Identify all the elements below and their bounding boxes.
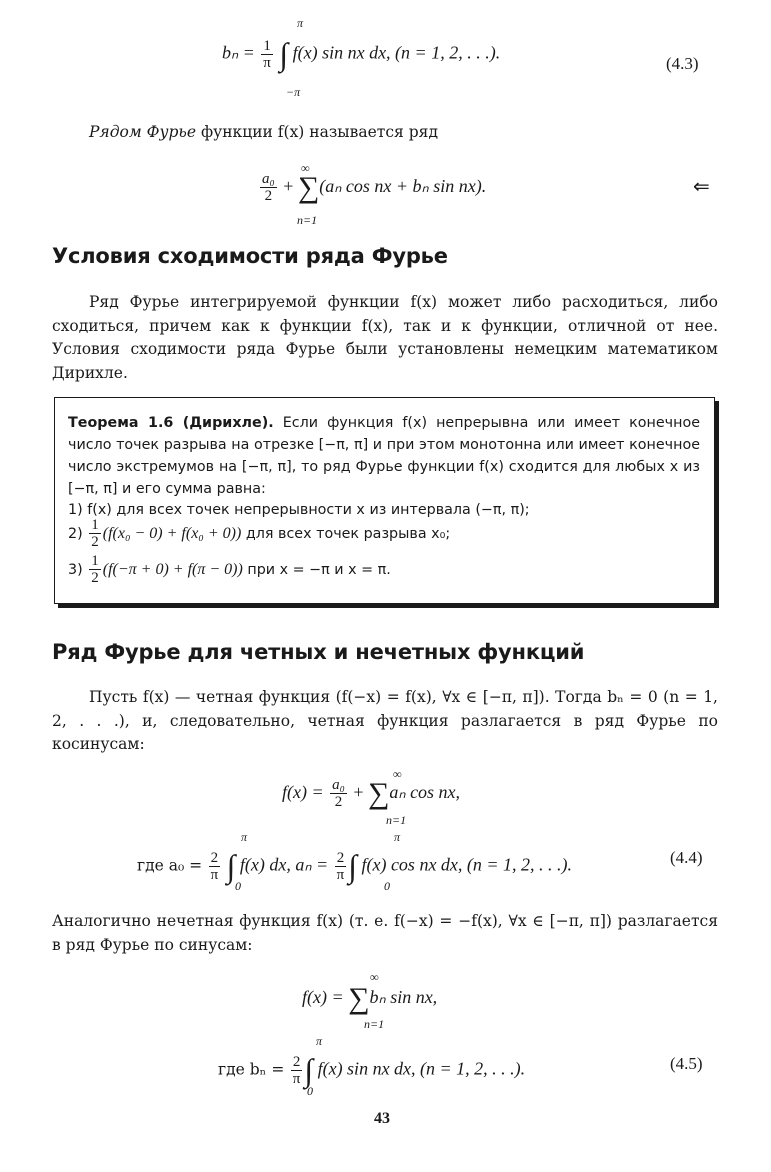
page-number: 43 bbox=[374, 1110, 390, 1127]
sum-lower-limit: n=1 bbox=[297, 213, 318, 227]
theorem-text: Если функция f(x) непрерывна или имеет конечное число точек разрыва на отрезке [−π, π] и при этом монотонна или имеет конечное число экстремумов на [−π, π], то ряд Фурье функции f(x) сходится для любых x из [−π, π] и его сумма равна: bbox=[68, 415, 700, 497]
plus-sign: + bbox=[283, 176, 294, 197]
equation-integrand: f(x) sin nx dx, (n = 1, 2, . . .). bbox=[292, 42, 501, 63]
fraction: $\frac{2}{\pi}$ bbox=[292, 1053, 301, 1087]
sin-series-body bbox=[302, 982, 437, 1016]
theorem-title: Теорема 1.6 (Дирихле). bbox=[68, 415, 274, 431]
series-intro bbox=[89, 120, 438, 144]
item-text: при x = −π и x = π. bbox=[242, 562, 391, 578]
equation-lhs: bₙ = bbox=[222, 42, 255, 63]
equation-number: (4.4) bbox=[670, 848, 703, 867]
equation-prefix: где bₙ = bbox=[218, 1060, 285, 1079]
fraction: $\frac{2}{\pi}$ bbox=[210, 849, 219, 883]
sum-symbol: ∑ bbox=[297, 171, 320, 204]
series-formula-body bbox=[258, 171, 486, 205]
item-label: 2) bbox=[68, 526, 83, 542]
integral-lower-limit: −π bbox=[286, 85, 301, 99]
equation-lhs: f(x) = bbox=[302, 987, 344, 1008]
section-even-paragraph: Пусть f(x) — четная функция (f(−x) = f(x), ∀x ∈ [−π, π]). Тогда bₙ = 0 (n = 1, 2, . . .), и, следовательно, четная функция разлагается в ряд Фурье по косинусам: bbox=[52, 688, 718, 753]
theorem-statement bbox=[68, 412, 700, 500]
item-label: 3) bbox=[68, 562, 83, 578]
theorem-item-1: 1) f(x) для всех точек непрерывности x из интервала (−π, π); bbox=[68, 502, 530, 518]
sum-symbol: ∑ bbox=[368, 777, 390, 810]
integral-symbol: ∫ bbox=[226, 848, 236, 884]
integral-upper-limit: π bbox=[394, 830, 401, 844]
series-intro-text: функции f(x) называется ряд bbox=[196, 123, 438, 141]
integral-lower-limit: 0 bbox=[235, 879, 241, 893]
sum-upper-limit: ∞ bbox=[301, 161, 310, 175]
fraction: $\frac{1}{\pi}$ bbox=[263, 37, 271, 71]
section-convergence-paragraph: Ряд Фурье интегрируемой функции f(x) может либо расходиться, либо сходиться, причем как к функции f(x), так и к функции, отличной от нее. Условия сходимости ряда Фурье были установлены немецким математиком Дирихле. bbox=[52, 293, 718, 382]
sum-upper-limit: ∞ bbox=[370, 970, 379, 984]
item-text: для всех точек разрыва x₀; bbox=[241, 526, 451, 542]
series-summand: aₙ cos nx, bbox=[389, 782, 461, 803]
series-summand: bₙ sin nx, bbox=[369, 987, 438, 1008]
integral-upper-limit: π bbox=[316, 1034, 323, 1048]
theorem-item-2 bbox=[68, 518, 700, 550]
equation-lhs: f(x) = bbox=[282, 782, 324, 803]
integral-lower-limit: 0 bbox=[384, 879, 390, 893]
section-heading-convergence: Условия сходимости ряда Фурье bbox=[52, 244, 448, 268]
series-summand: (aₙ cos nx + bₙ sin nx). bbox=[319, 176, 487, 197]
equation-4-4-body bbox=[137, 848, 572, 885]
integral-upper-limit: π bbox=[241, 830, 248, 844]
integral-symbol: ∫ bbox=[304, 1052, 314, 1088]
end-of-proof-arrow-icon: ⇐ bbox=[693, 174, 710, 198]
integral-symbol: ∫ bbox=[279, 36, 289, 72]
equation-prefix: где a₀ = bbox=[137, 856, 203, 875]
theorem-item-3 bbox=[68, 554, 700, 586]
sum-lower-limit: n=1 bbox=[386, 813, 407, 827]
equation-number: (4.3) bbox=[666, 54, 699, 73]
equation-4-3-body bbox=[222, 36, 500, 73]
section-odd-paragraph: Аналогично нечетная функция f(x) (т. е. f(−x) = −f(x), ∀x ∈ [−π, π]) разлагается в ряд Фурье по синусам: bbox=[52, 912, 718, 954]
fraction: $\frac{2}{\pi}$ bbox=[336, 849, 345, 883]
fraction: $\frac{\text{a₀}}{2}$ bbox=[262, 171, 275, 204]
fraction-one-half: $\frac{1}{2}$ bbox=[91, 517, 99, 550]
sum-lower-limit: n=1 bbox=[364, 1017, 385, 1031]
term-fourier-series: Рядом Фурье bbox=[89, 123, 197, 141]
integral-lower-limit: 0 bbox=[307, 1084, 313, 1098]
plus-sign: + bbox=[353, 782, 364, 803]
equation-number: (4.5) bbox=[670, 1054, 703, 1073]
sum-upper-limit: ∞ bbox=[393, 767, 402, 781]
fraction-one-half: $\frac{1}{2}$ bbox=[91, 553, 99, 586]
equation-part: f(x) cos nx dx, (n = 1, 2, . . .). bbox=[361, 854, 573, 875]
integral-symbol: ∫ bbox=[348, 848, 357, 884]
sum-symbol: ∑ bbox=[348, 982, 370, 1015]
item-expression: (f(x₀ − 0) + f(x₀ + 0)) bbox=[102, 525, 242, 542]
equation-4-5-body bbox=[218, 1052, 525, 1089]
item-expression: (f(−π + 0) + f(π − 0)) bbox=[102, 561, 243, 578]
fraction: $\frac{\text{a₀}}{2}$ bbox=[332, 777, 345, 810]
equation-part: f(x) dx, aₙ = bbox=[239, 854, 329, 875]
integral-upper-limit: π bbox=[297, 16, 304, 30]
section-heading-even-odd: Ряд Фурье для четных и нечетных функций bbox=[52, 640, 585, 664]
cos-series-body bbox=[282, 777, 460, 811]
equation-integrand: f(x) sin nx dx, (n = 1, 2, . . .). bbox=[317, 1058, 526, 1079]
